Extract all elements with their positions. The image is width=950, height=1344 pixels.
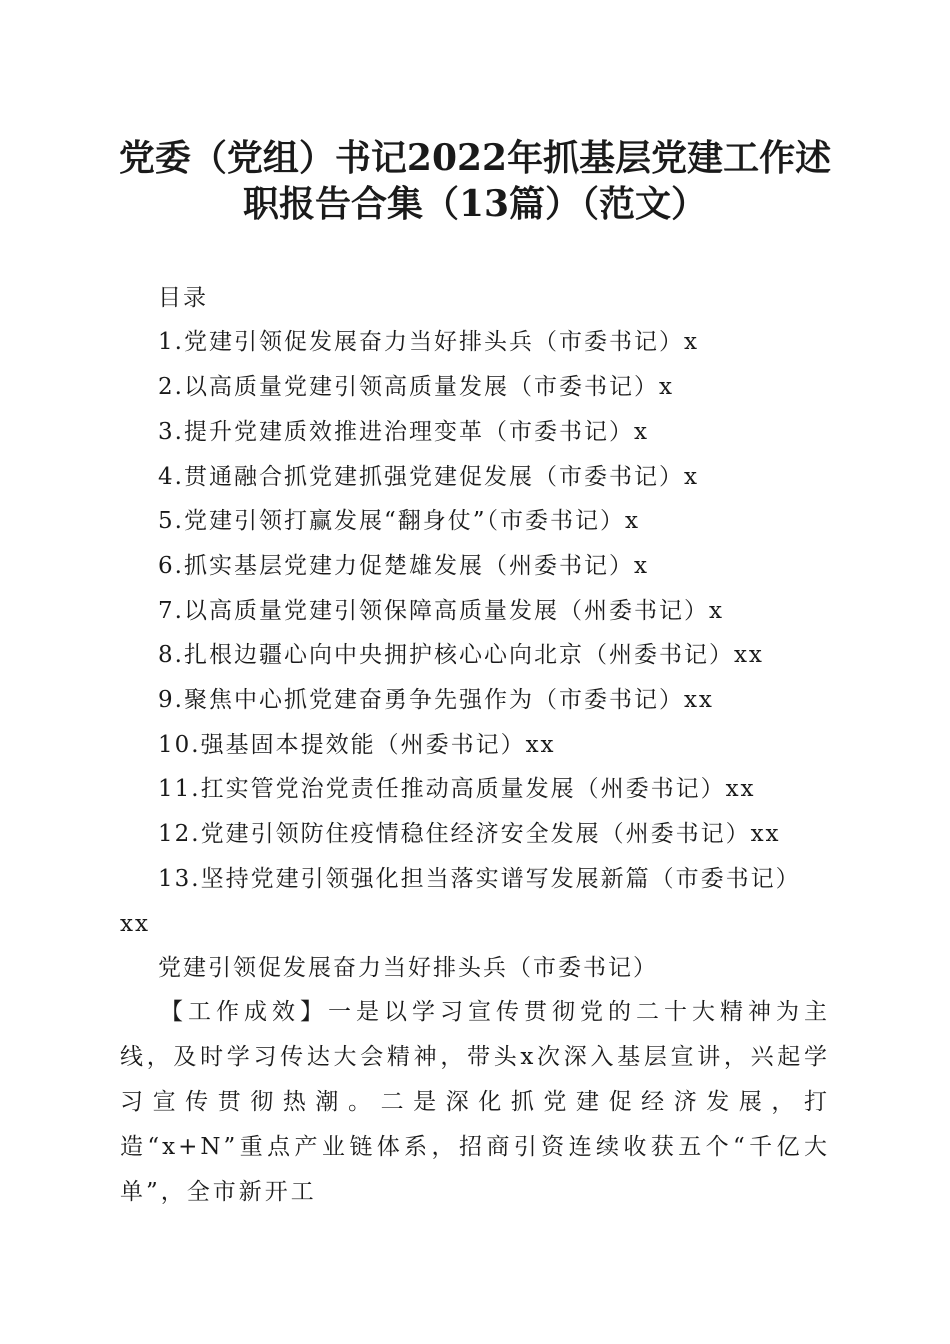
toc-item-12: 12.党建引领防住疫情稳住经济安全发展（州委书记）xx xyxy=(158,821,781,847)
document-title-line-1: 党委（党组）书记2022年抓基层党建工作述 xyxy=(118,137,832,179)
toc-heading: 目录 xyxy=(158,285,208,311)
toc-item-13: 13.坚持党建引领强化担当落实谱写发展新篇（市委书记） xyxy=(158,866,801,892)
toc-item-8: 8.扎根边疆心向中央拥护核心心向北京（州委书记）xx xyxy=(158,642,764,668)
toc-item-7: 7.以高质量党建引领保障高质量发展（州委书记）x xyxy=(158,598,724,624)
toc-item-2: 2.以高质量党建引领高质量发展（市委书记）x xyxy=(158,374,674,400)
toc-item-6: 6.抓实基层党建力促楚雄发展（州委书记）x xyxy=(158,553,649,579)
section-title: 党建引领促发展奋力当好排头兵（市委书记） xyxy=(158,955,658,981)
toc-item-9: 9.聚焦中心抓党建奋勇争先强作为（市委书记）xx xyxy=(158,687,714,713)
toc-item-3: 3.提升党建质效推进治理变革（市委书记）x xyxy=(158,419,649,445)
toc-item-1: 1.党建引领促发展奋力当好排头兵（市委书记）x xyxy=(158,329,699,355)
document-title-line-2: 职报告合集（13篇）（范文） xyxy=(242,183,708,225)
toc-item-4: 4.贯通融合抓党建抓强党建促发展（市委书记）x xyxy=(158,464,699,490)
toc-item-13-tail: xx xyxy=(120,911,150,937)
toc-item-10: 10.强基固本提效能（州委书记）xx xyxy=(158,732,556,758)
toc-item-11: 11.扛实管党治党责任推动高质量发展（州委书记）xx xyxy=(158,776,756,802)
toc-item-5: 5.党建引领打赢发展“翻身仗”（市委书记）x xyxy=(158,508,640,534)
body-paragraph: 【工作成效】一是以学习宣传贯彻党的二十大精神为主线，及时学习传达大会精神，带头x次深入基层宣讲，兴起学习宣传贯彻热潮。二是深化抓党建促经济发展，打造“x+N”重点产业链体系，招商引资连续收获五个“千亿大单”，全市新开工 xyxy=(120,999,830,1205)
